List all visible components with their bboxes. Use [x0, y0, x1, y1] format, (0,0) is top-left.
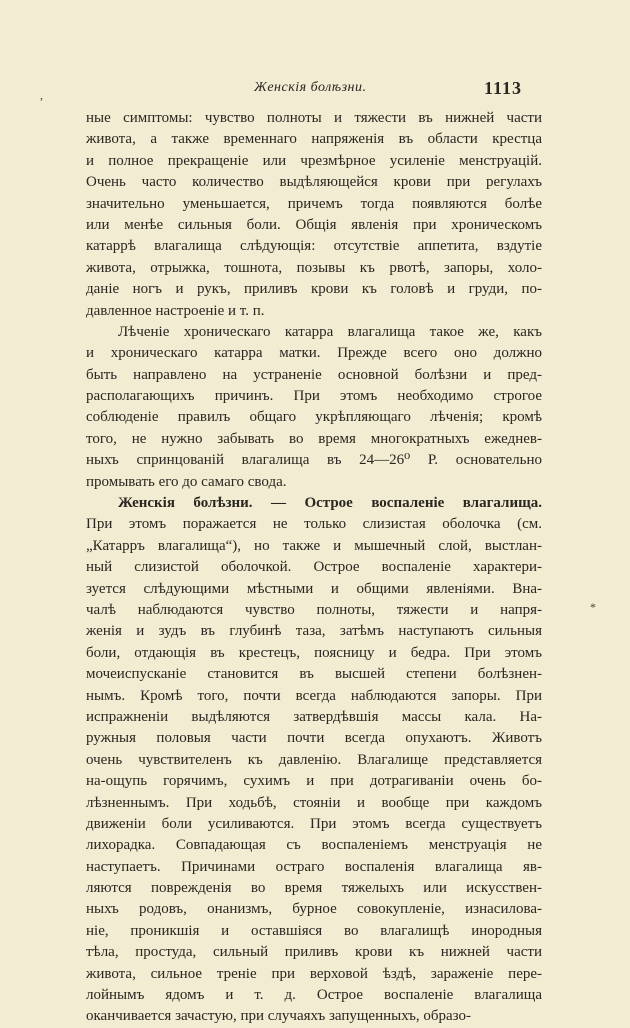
margin-mark: , — [40, 88, 43, 102]
paragraph — [86, 108, 542, 322]
text-line: значительно уменьшается, причемъ тогда появляются болѣе — [86, 195, 542, 212]
text-line: ныхъ родовъ, онанизмъ, бурное совокупленіе, изнасилова- — [86, 901, 542, 918]
text-line: ные симптомы: чувство полноты и тяжести въ нижней части — [86, 110, 542, 126]
text-line: даніе ногъ и рукъ, приливъ крови къ головѣ и груди, по- — [86, 281, 542, 298]
text-line: ружныя половыя части почти всегда опухаютъ. Животъ — [86, 730, 542, 747]
text-line: лѣзненнымъ. При ходьбѣ, стояніи и вообще при каждомъ — [86, 794, 542, 811]
text-line: лойнымъ ядомъ и т. д. Острое воспаленіе влагалища — [86, 987, 542, 1004]
text-line: ный слизистой оболочкой. Острое воспаленіе характери- — [86, 559, 542, 576]
text-line: ныхъ спринцованій влагалища въ 24—26⁰ Р. основательно — [86, 452, 542, 469]
text-line: „Катарръ влагалища“), но также и мышечный слой, выстлан- — [86, 537, 542, 554]
section — [86, 493, 542, 1028]
text-line: Очень часто количество выдѣляющейся крови при регулахъ — [86, 174, 542, 191]
text-line: живота, отрыжка, тошнота, позывы къ рвотѣ, запоры, холо- — [86, 259, 542, 276]
text-line: ніе, проникшія и оставшіяся во влагалищѣ инородныя — [86, 922, 542, 939]
text-line: движеніи боли усиливаются. При этомъ всегда существуетъ — [86, 815, 542, 832]
text-line: или менѣе сильныя боли. Общія явленія при хроническомъ — [86, 216, 542, 233]
text-line: мочеиспусканіе становится въ высшей степени болѣзнен- — [86, 666, 542, 683]
text-line: чалѣ наблюдаются чувство полноты, тяжести и напря- — [86, 601, 542, 618]
text-line: того, не нужно забывать во время многократныхъ ежеднев- — [86, 430, 542, 447]
running-head: Женскія болѣзни. — [254, 80, 367, 95]
text-line: При этомъ поражается не только слизистая оболочка (см. — [86, 516, 542, 533]
text-line: испражненіи выдѣляются затвердѣвшія массы кала. На- — [86, 708, 542, 725]
text-line: давленное настроеніе и т. п. — [86, 302, 265, 319]
text-line: женія и зудъ въ глубинѣ таза, затѣмъ наступаютъ сильныя — [86, 623, 542, 640]
text-line: Лѣченіе хроническаго катарра влагалища такое же, какъ — [118, 323, 542, 340]
text-line: нымъ. Кромѣ того, почти всегда наблюдаются запоры. При — [86, 687, 542, 704]
section-heading: Женскія болѣзни. — Острое воспаленіе влагалища. — [118, 495, 542, 512]
text-line: на-ощупь горячимъ, сухимъ и при дотрагиваніи очень бо- — [86, 773, 542, 790]
text-line: располагающихъ причинъ. При этомъ необходимо строгое — [86, 388, 542, 405]
page-number: 1113 — [483, 78, 522, 98]
paragraph — [86, 322, 542, 493]
text-line: катаррѣ влагалища слѣдующія: отсутствіе аппетита, вздутіе — [86, 238, 542, 255]
text-line: соблюденіе правилъ общаго укрѣпляющаго лѣченія; кромѣ — [86, 409, 542, 426]
text-line: живота, а также временнаго напряженія въ области крестца — [86, 131, 542, 148]
text-line: и хроническаго катарра матки. Прежде всего оно должно — [86, 345, 542, 362]
text-line: быть направлено на устраненіе основной болѣзни и пред- — [86, 366, 542, 383]
text-line: и полное прекращеніе или чрезмѣрное усиленіе менструацій. — [86, 152, 542, 169]
text-line: промывать его до самаго свода. — [86, 473, 287, 490]
text-line: оканчивается зачастую, при случаяхъ запущенныхъ, образо- — [86, 1008, 472, 1025]
text-line: очень чувствителенъ къ давленію. Влагалище представляется — [86, 751, 542, 768]
text-line: живота, сильное треніе при верховой ѣздѣ, зараженіе пере- — [86, 965, 542, 982]
margin-mark: * — [590, 600, 596, 614]
text-line: тѣла, простуда, сильный приливъ крови къ нижней части — [86, 944, 542, 961]
text-line: наступаетъ. Причинами остраго воспаленія влагалища яв- — [86, 858, 542, 875]
page-body — [86, 108, 542, 1028]
text-line: ляются поврежденія во время тяжелыхъ или искусствен- — [86, 880, 542, 897]
paragraph — [86, 514, 542, 1027]
text-line: боли, отдающія въ крестецъ, поясницу и бедра. При этомъ — [86, 644, 542, 661]
page-header — [86, 78, 522, 102]
text-line: зуется слѣдующими мѣстными и общими явленіями. Вна- — [86, 580, 542, 597]
text-line: лихорадка. Совпадающая съ воспаленіемъ менструація не — [86, 837, 542, 854]
